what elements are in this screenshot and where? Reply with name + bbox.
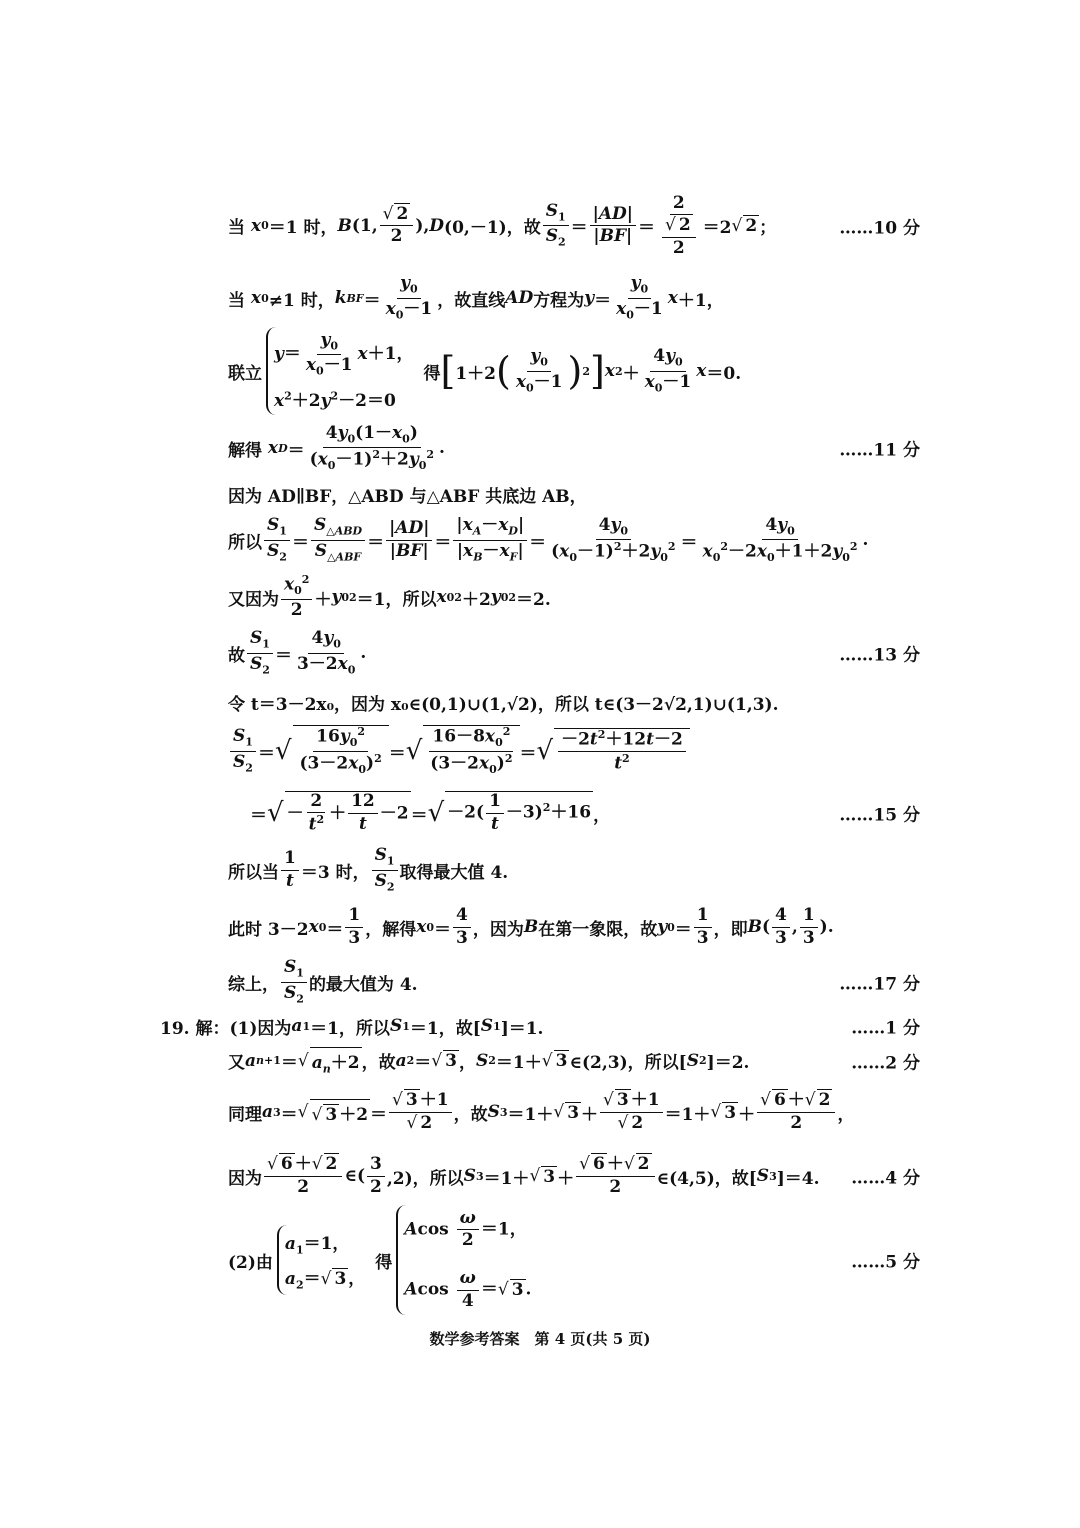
solution-line-11: 解得 x D ＝ $\frac{4y_0(1-x_0)}{(x_0-1)^2+2y_0^2}$ . ……11 分 — [228, 422, 920, 472]
solution-line-17: 综上， $\frac{S_1}{S_2}$ 的最大值为 4. ……17 分 — [228, 957, 920, 1005]
solution-line: 联立 y＝ $\frac{y_0}{x_0-1}$ x＋1， $x^2+2y^2-2=0$ 得 [ 1＋2 ( $\frac{y_0}{x_0-1}$ ) 2 ] x 2 ＋ $\frac{4y_0}{x_0-1}$ x ＝0. — [228, 330, 920, 412]
solution-line: 因为 AD∥BF，△ABD 与△ABF 共底边 AB， — [228, 486, 587, 507]
score-mark: ……1 分 — [851, 1018, 920, 1039]
solution-line: $\frac{S_1}{S_2}$ ＝ √ $\frac{16y_0^2}{(3-2x_0)^2}$ ＝ √ $\frac{16-8x_0^2}{(3-2x_0)^2}$ ＝ √ $\frac{-2t^2+12t-2}{t^2}$ — [228, 724, 920, 778]
solution-line: 又因为 $\frac{x_0^2}{2}$ ＋ y 0 2 ＝1，所以 x 0 2 ＋2 y 0 2 ＝2. — [228, 572, 551, 620]
solution-line-10: 当 x 0 ＝1 时， B (1, $\frac{√ 2}{2}$ ), D (0,－1)，故 $\frac{S_1}{S_2}$ ＝ $\frac{|AD|}{|BF|}$ ＝ $\frac{2}{\frac{√ 2}{2}}$ ＝2 √ 2 ； ……10 分 — [228, 192, 920, 258]
score-mark: ……13 分 — [839, 645, 920, 666]
score-mark: ……11 分 — [839, 440, 920, 461]
solution-line-15: ＝ √ － $\frac{2}{t^2}$ ＋ $\frac{12}{t}$ －2 ＝ √ －2( $\frac{1}{t}$ －3)$^2$＋16 ， ……15 分 — [250, 790, 920, 835]
score-mark: ……5 分 — [851, 1252, 920, 1273]
solution-line: 当 x 0 ≠1 时， k BF ＝ $\frac{y_0}{x_0-1}$ ，故直线 AD 方程为 y ＝ $\frac{y_0}{x_0-1}$ x ＋1， — [228, 273, 724, 321]
solution-line: 又 a n+1 ＝ √ $a_n+2$ ，故 a 2 ＝ √ 3 ， S 2 ＝1＋ √ 3 ∈(2,3)，所以[ S 2 ]＝2. ……2 分 — [228, 1046, 920, 1076]
score-mark: ……10 分 — [839, 218, 920, 239]
solution-line: 令 t＝3－2x₀，因为 x₀∈(0,1)∪(1,√2)，所以 t∈(3－2√2,1)∪(1,3). — [228, 694, 779, 715]
solution-line: (2)由 $a_1=1$， $a_2=√$ 3 ， 得 Acos $\frac{\omega}{2}$ ＝1， Acos $\frac{\omega}{4}$ ＝√ 3 . ……5 分 — [228, 1210, 920, 1310]
score-mark: ……15 分 — [839, 805, 920, 826]
score-mark: ……2 分 — [851, 1053, 920, 1074]
solution-line: 所以 $\frac{S_1}{S_2}$ ＝ $\frac{S_{\triangle ABD}}{S_{\triangle ABF}}$ ＝ $\frac{|AD|}{|BF|}$ ＝ $\frac{|x_A-x_D|}{|x_B-x_F|}$ ＝ $\frac{4y_0}{(x_0-1)^2+2y_0^2}$ ＝ $\frac{4y_0}{x_0^2-2x_0+1+2y_0^2}$ . — [228, 514, 869, 564]
question-19-line: 19. 解：(1)因为 a 1 ＝1，所以 S 1 ＝1，故[ S 1 ]＝1. ……1 分 — [160, 1012, 920, 1040]
score-mark: ……17 分 — [839, 974, 920, 995]
solution-line: 因为 $\frac{√ 6 +√ 2}{2}$ ∈( $\frac{3}{2}$ ,2)，所以 S 3 ＝1＋ √ 3 ＋ $\frac{√ 6 +√ 2}{2}$ ∈(4,5)，故[ S 3 ]＝4. ……4 分 — [228, 1153, 920, 1197]
solution-line: 所以当 $\frac{1}{t}$ ＝3 时， $\frac{S_1}{S_2}$ 取得最大值 4. — [228, 845, 509, 893]
solution-line-13: 故 $\frac{S_1}{S_2}$ ＝ $\frac{4y_0}{3-2x_0}$ . ……13 分 — [228, 628, 920, 676]
solution-line: 此时 3－2 x 0 ＝ $\frac{1}{3}$ ，解得 x 0 ＝ $\frac{4}{3}$ ，因为 B 在第一象限，故 y 0 ＝ $\frac{1}{3}$ ，即 B ( $\frac{4}{3}$ , $\frac{1}{3}$ ). — [228, 904, 834, 948]
score-mark: ……4 分 — [851, 1168, 920, 1189]
page-footer: 数学参考答案 第 4 页(共 5 页) — [429, 1330, 651, 1348]
solution-line: 同理 a 3 ＝ √ √ 3 ＋2 ＝ $\frac{√ 3 +1}{√ 2}$ ，故 S 3 ＝1＋ √ 3 ＋ $\frac{√ 3 +1}{√ 2}$ ＝1＋ √ 3 ＋ $\frac{√ 6 +√ 2}{2}$ ， — [228, 1089, 855, 1133]
